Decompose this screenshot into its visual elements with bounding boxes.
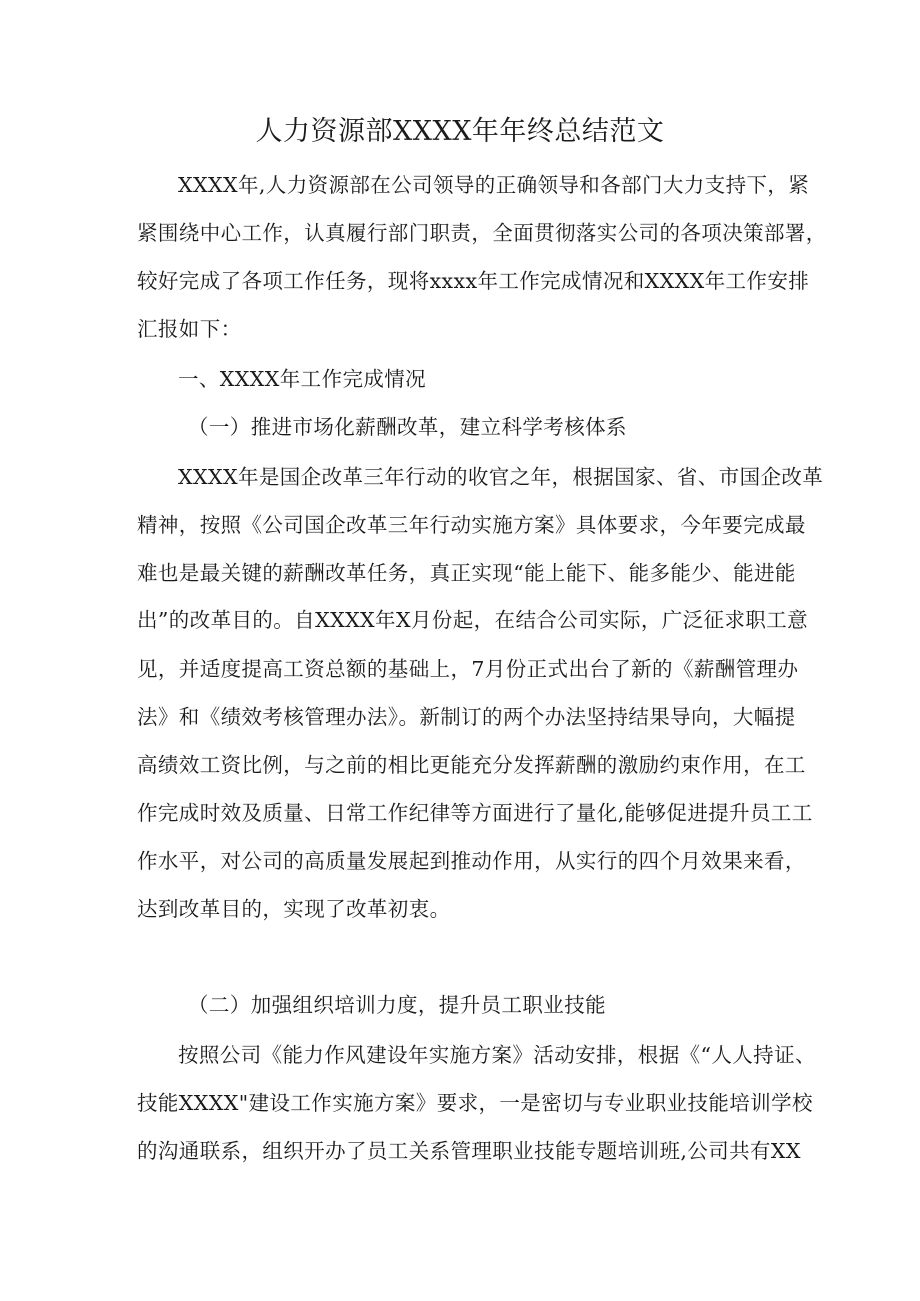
section-1-heading: 一、XXXX年工作完成情况 — [178, 367, 427, 391]
intro-line-1: XXXX年,人力资源部在公司领导的正确领导和各部门大力支持下，紧 — [178, 173, 810, 197]
intro-line-4: 汇报如下： — [137, 317, 242, 341]
intro-line-3: 较好完成了各项工作任务，现将xxxx年工作完成情况和XXXX年工作安排 — [137, 269, 810, 293]
subsection-2-heading: （二）加强组织培训力度，提升员工职业技能 — [188, 993, 606, 1017]
subsection-1-line-5: 见，并适度提高工资总额的基础上，7月份正式出台了新的《薪酬管理办 — [137, 657, 799, 681]
intro-line-2: 紧围绕中心工作，认真履行部门职责，全面贯彻落实公司的各项决策部署， — [137, 221, 827, 245]
subsection-1-line-1: XXXX年是国企改革三年行动的收官之年，根据国家、省、市国企改革 — [178, 465, 824, 489]
subsection-1-line-10: 达到改革目的，实现了改革初衷。 — [137, 897, 451, 921]
subsection-1-line-8: 作完成时效及质量、日常工作纪律等方面进行了量化,能够促进提升员工工 — [137, 801, 813, 825]
subsection-1-line-3: 难也是最关键的薪酬改革任务，真正实现“能上能下、能多能少、能进能 — [137, 561, 796, 585]
subsection-1-line-9: 作水平，对公司的高质量发展起到推动作用，从实行的四个月效果来看， — [137, 849, 806, 873]
subsection-1-line-6: 法》和《绩效考核管理办法》。新制订的两个办法坚持结果导向，大幅提 — [137, 705, 796, 729]
subsection-1-line-7: 高绩效工资比例，与之前的相比更能充分发挥薪酬的激励约束作用，在工 — [137, 753, 806, 777]
subsection-1-line-4: 出”的改革目的。自XXXX年X月份起，在结合公司实际，广泛征求职工意 — [137, 608, 809, 632]
subsection-1-line-2: 精神，按照《公司国企改革三年行动实施方案》具体要求，今年要完成最 — [137, 513, 806, 537]
document-title: 人力资源部XXXX年年终总结范文 — [255, 116, 665, 147]
subsection-2-line-1: 按照公司《能力作风建设年实施方案》活动安排，根据《“人人持证、 — [178, 1043, 816, 1067]
subsection-2-line-3: 的沟通联系，组织开办了员工关系管理职业技能专题培训班,公司共有XX — [137, 1139, 801, 1163]
subsection-2-line-2: 技能XXXX"建设工作实施方案》要求，一是密切与专业职业技能培训学校 — [137, 1091, 813, 1115]
subsection-1-heading: （一）推进市场化薪酬改革，建立科学考核体系 — [188, 415, 627, 439]
